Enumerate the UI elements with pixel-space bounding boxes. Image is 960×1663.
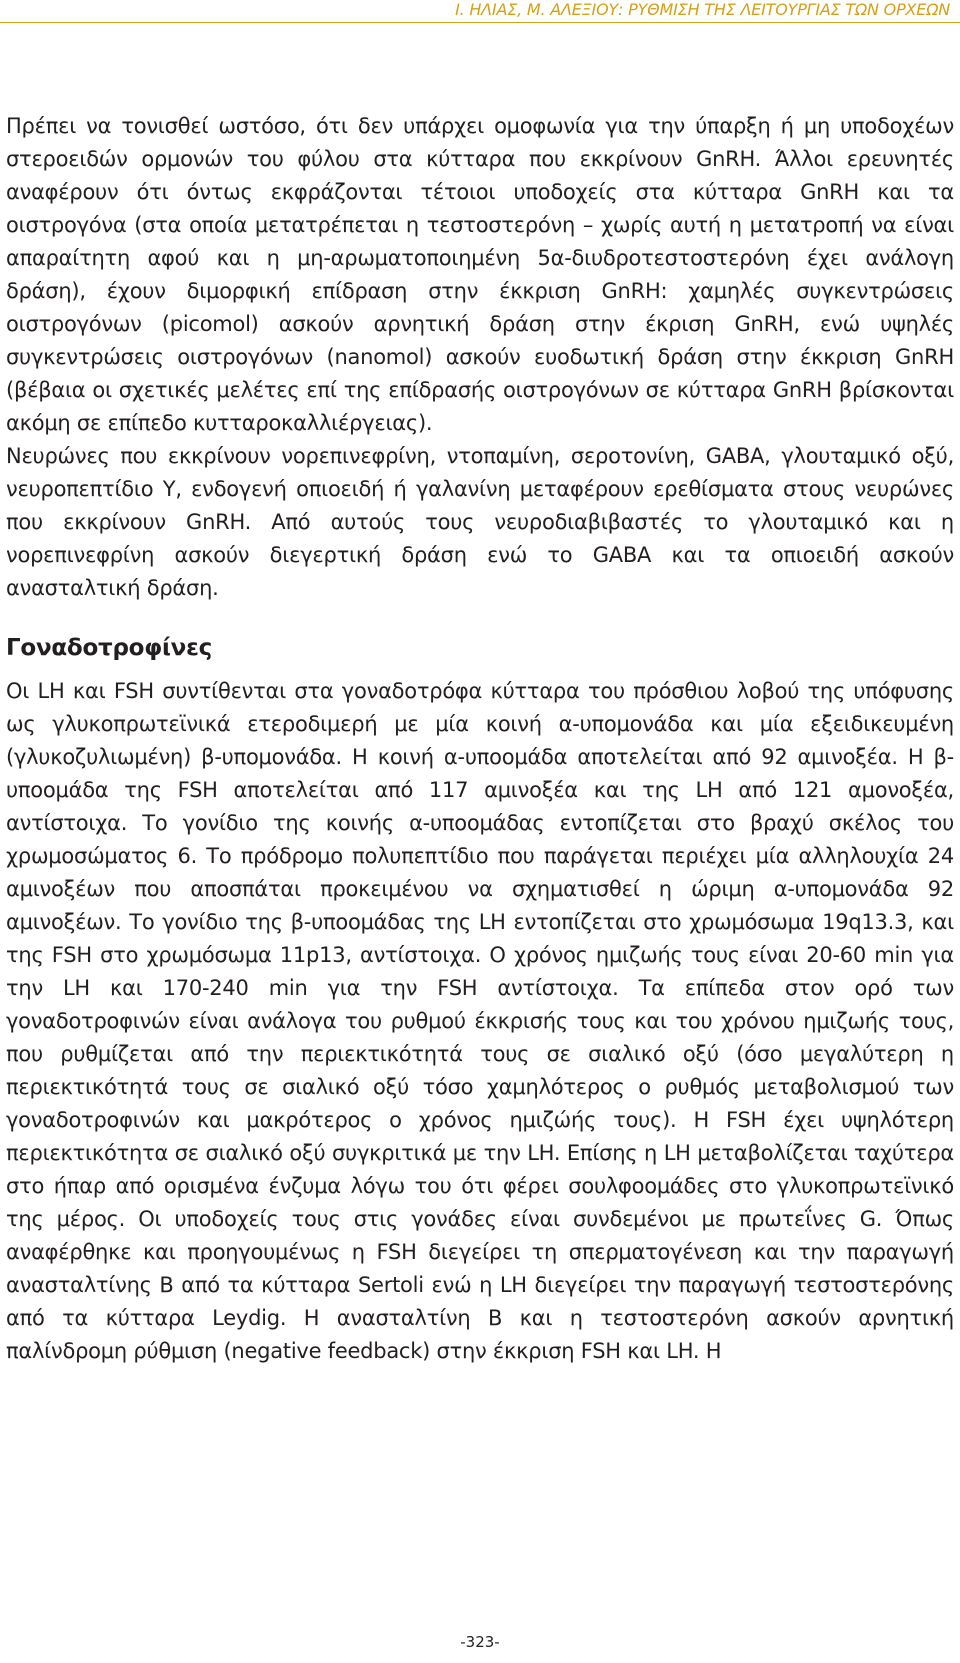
- page-body: [6, 110, 954, 1368]
- page-number: -323-: [460, 1633, 500, 1651]
- section-heading: Γοναδοτροφίνες: [6, 635, 213, 661]
- running-header-title: Ι. ΗΛΙΑΣ, Μ. ΑΛΕΞΙΟΥ: ΡΥΘΜΙΣΗ ΤΗΣ ΛΕΙΤΟΥΡΓΙΑΣ ΤΩΝ ΟΡΧΕΩΝ: [455, 0, 950, 19]
- body-paragraph-2: Νευρώνες που εκκρίνουν νορεπινεφρίνη, ντοπαμίνη, σεροτονίνη, GABA, γλουταμικό οξύ, νευροπεπτίδιο Y, ενδογενή οπιοειδή ή γαλανίνη μεταφέρουν ερεθίσματα στους νευρώνες που εκκρίνουν GnRH. Από αυτούς τους νευροδιαβιβαστές το γλουταμικό και η νορεπινεφρίνη ασκούν διεγερτική δράση ενώ το GABA και τα οπιοειδή ασκούν ανασταλτική δράση.: [6, 444, 954, 600]
- section-paragraph: Οι LH και FSH συντίθενται στα γοναδοτρόφα κύτταρα του πρόσθιου λοβού της υπόφυσης ως γλυκοπρωτεϊνικά ετεροδιμερή με μία κοινή α-υπομονάδα και μία εξειδικευμένη (γλυκοζυλιωμένη) β-υπομονάδα. Η κοινή α-υποομάδα αποτελείται από 92 αμινοξέα. Η β-υποομάδα της FSH αποτελείται από 117 αμινοξέα και της LH από 121 αμονοξέα, αντίστοιχα. Το γονίδιο της κοινής α-υποομάδας εντοπίζεται στο βραχύ σκέλος του χρωμοσώματος 6. Το πρόδρομο πολυπεπτίδιο που παράγεται περιέχει μία αλληλουχία 24 αμινοξέων που αποσπάται προκειμένου να σχηματισθεί η ώριμη α-υπομονάδα 92 αμινοξέων. Το γονίδιο της β-υποομάδας της LH εντοπίζεται στο χρωμόσωμα 19q13.3, και της FSH στο χρωμόσωμα 11p13, αντίστοιχα. Ο χρόνος ημιζωής τους είναι 20-60 min για την LH και 170-240 min για την FSH αντίστοιχα. Τα επίπεδα στον ορό των γοναδοτροφινών είναι ανάλογα του ρυθμού έκκρισής τους και του χρόνου ημιζωής τους, που ρυθμίζεται από την περιεκτικότητά τους σε σιαλικό οξύ (όσο μεγαλύτερη η περιεκτικότητά τους σε σιαλικό οξύ τόσο χαμηλότερος ο ρυθμός μεταβολισμού των γοναδοτροφινών και μακρότερος ο χρόνος ημιζώής τους). Η FSH έχει υψηλότερη περιεκτικότητα σε σιαλικό οξύ συγκριτικά με την LH. Επίσης η LH μεταβολίζεται ταχύτερα στο ήπαρ από ορισμένα ένζυμα λόγω του ότι φέρει σουλφοομάδες στο γλυκοπρωτεϊνικό της μέρος. Οι υποδοχείς τους στις γονάδες είναι συνδεμένοι με πρωτεΐνες G. Όπως αναφέρθηκε και προηγουμένως η FSH διεγείρει τη σπερματογένεση και την παραγωγή ανασταλτίνης Β από τα κύτταρα Sertoli ενώ η LH διεγείρει την παραγωγή τεστοστερόνης από τα κύτταρα Leydig. Η ανασταλτίνη Β και η τεστοστερόνη ασκούν αρνητική παλίνδρομη ρύθμιση (negative feedback) στην έκκριση FSH και LH. Η: [6, 679, 954, 1363]
- header-divider: [0, 22, 960, 23]
- body-paragraph-1: Πρέπει να τονισθεί ωστόσο, ότι δεν υπάρχει ομοφωνία για την ύπαρξη ή μη υποδοχέων στεροειδών ορμονών του φύλου στα κύτταρα που εκκρίνουν GnRH. Άλλοι ερευνητές αναφέρουν ότι όντως εκφράζονται τέτοιοι υποδοχείς στα κύτταρα GnRH και τα οιστρογόνα (στα οποία μετατρέπεται η τεστοστερόνη – χωρίς αυτή η μετατροπή να είναι απαραίτητη αφού και η μη-αρωματοποιημένη 5α-διυδροτεστοστερόνη έχει ανάλογη δράση), έχουν διμορφική επίδραση στην έκκριση GnRH: χαμηλές συγκεντρώσεις οιστρογόνων (picomol) ασκούν αρνητική δράση στην έκριση GnRH, ενώ υψηλές συγκεντρώσεις οιστρογόνων (nanomol) ασκούν ευοδωτική δράση στην έκκριση GnRH (βέβαια οι σχετικές μελέτες επί της επίδρασής οιστρογόνων σε κύτταρα GnRH βρίσκονται ακόμη σε επίπεδο κυτταροκαλλιέργειας).: [6, 114, 954, 435]
